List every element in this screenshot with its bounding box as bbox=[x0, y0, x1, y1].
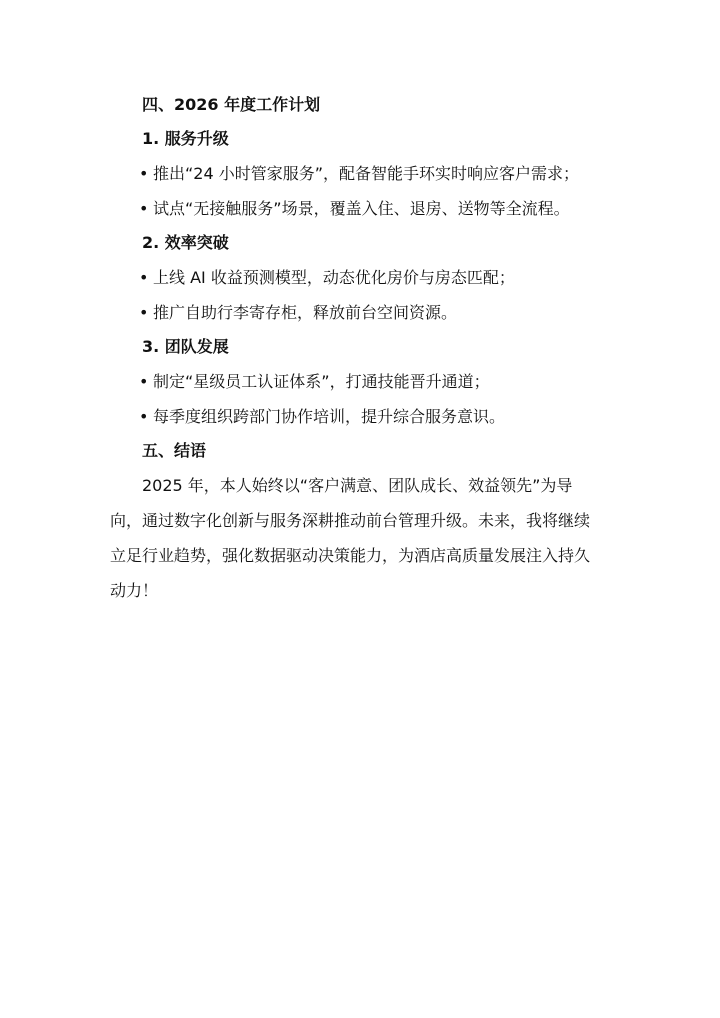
paragraph-line: 向，通过数字化创新与服务深耕推动前台管理升级。未来，我将继续 bbox=[110, 511, 591, 530]
bullet-icon: • bbox=[139, 407, 149, 426]
subsection-efficiency-heading: 2. 效率突破 bbox=[142, 233, 229, 252]
section-5-heading: 五、结语 bbox=[142, 441, 207, 460]
list-item-text: 推出“24 小时管家服务”，配备智能手环实时响应客户需求； bbox=[153, 164, 580, 183]
bullet-icon: • bbox=[139, 303, 149, 322]
list-item bbox=[140, 156, 620, 191]
bullet-icon: • bbox=[139, 268, 149, 287]
document-page bbox=[110, 88, 620, 608]
subsection-team-heading: 3. 团队发展 bbox=[142, 337, 229, 356]
list-item bbox=[140, 260, 620, 295]
subsection-service-upgrade-heading: 1. 服务升级 bbox=[142, 129, 229, 148]
paragraph-line: 立足行业趋势，强化数据驱动决策能力，为酒店高质量发展注入持久 bbox=[110, 546, 591, 565]
bullet-icon: • bbox=[139, 164, 149, 183]
list-item-text: 试点“无接触服务”场景，覆盖入住、退房、送物等全流程。 bbox=[153, 199, 570, 218]
list-item-text: 上线 AI 收益预测模型，动态优化房价与房态匹配； bbox=[153, 268, 515, 287]
section-4-heading: 四、2026 年度工作计划 bbox=[142, 95, 321, 114]
paragraph-line: 2025 年，本人始终以“客户满意、团队成长、效益领先”为导 bbox=[142, 476, 573, 495]
list-item bbox=[140, 399, 620, 434]
bullet-icon: • bbox=[139, 199, 149, 218]
conclusion-paragraph bbox=[110, 468, 620, 608]
list-item-text: 每季度组织跨部门协作培训，提升综合服务意识。 bbox=[153, 407, 506, 426]
list-item-text: 制定“星级员工认证体系”，打通技能晋升通道； bbox=[153, 372, 490, 391]
paragraph-line: 动力！ bbox=[110, 581, 159, 600]
list-item bbox=[140, 364, 620, 399]
list-item bbox=[140, 295, 620, 330]
list-item-text: 推广自助行李寄存柜，释放前台空间资源。 bbox=[153, 303, 458, 322]
list-item bbox=[140, 191, 620, 226]
bullet-icon: • bbox=[139, 372, 149, 391]
